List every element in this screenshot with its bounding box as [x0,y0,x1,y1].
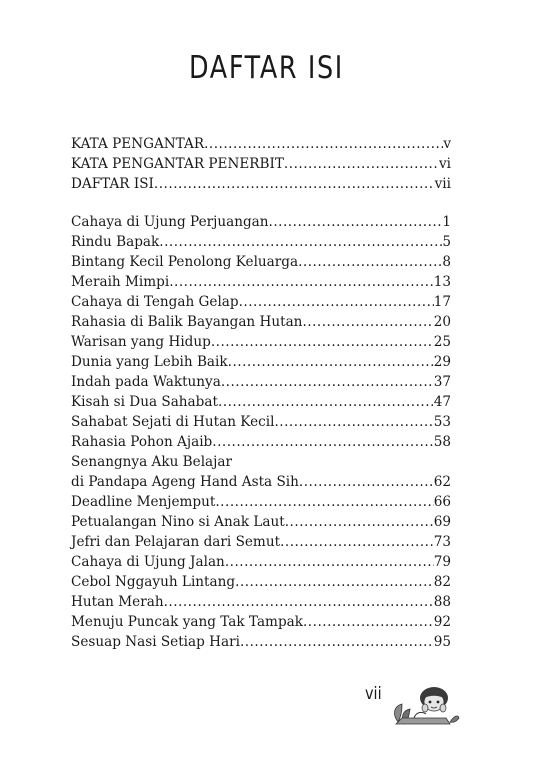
page-number: vii [365,684,382,704]
reading-child-icon [388,684,460,728]
dot-leader [164,592,434,612]
toc-entry-page: 1 [442,214,451,230]
toc-entry [71,352,451,372]
toc-entry-page: 8 [442,254,451,270]
toc-entry-page: v [443,136,451,152]
dot-leader [211,332,434,352]
toc-entry-title: KATA PENGANTAR PENERBIT [71,156,284,172]
toc-entry-title: Menuju Puncak yang Tak Tampak [71,614,303,630]
toc-entry-title: di Pandapa Ageng Hand Asta Sih [71,474,299,490]
toc-entry-page: vi [438,156,451,172]
toc-entry-page: 58 [433,434,451,450]
toc-entry-page: 47 [433,394,451,410]
dot-leader [239,292,434,312]
dot-leader [212,432,433,452]
toc-entry-title: DAFTAR ISI [71,176,154,192]
dot-leader [204,134,443,154]
toc-entry [71,134,451,154]
toc-entry-page: 25 [433,334,451,350]
dot-leader [284,154,439,174]
front-matter-list [71,134,451,194]
toc-entry-page: 62 [433,474,451,490]
page-title: DAFTAR ISI [189,50,344,86]
toc-entry [71,154,451,174]
toc-entry-page: 13 [433,274,451,290]
toc-entry-page: 29 [433,354,451,370]
dot-leader [218,392,434,412]
toc-entry-page: vii [434,176,451,192]
dot-leader [285,512,434,532]
toc-entry-title-line: Senangnya Aku Belajar [71,454,232,470]
toc-entry-title: Jefri dan Pelajaran dari Semut [71,534,281,550]
toc-entry [71,432,451,452]
toc-entry [71,552,451,572]
toc-entry-page: 88 [433,594,451,610]
dot-leader [240,632,434,652]
toc-entry-title: Hutan Merah [71,594,164,610]
toc-entry [71,332,451,352]
dot-leader [154,174,435,194]
toc-entry [71,292,451,312]
toc-entry-title: Warisan yang Hidup [71,334,211,350]
toc-entry-title: Bintang Kecil Penolong Keluarga [71,254,299,270]
dot-leader [159,232,442,252]
dot-leader [280,532,434,552]
toc-entry-title: Cahaya di Ujung Perjuangan [71,214,269,230]
toc-entry [71,372,451,392]
toc-entry-page: 17 [433,294,451,310]
toc-entry [71,472,451,492]
toc-entry-page: 69 [433,514,451,530]
toc-entry [71,272,451,292]
toc-entry-title: Rahasia Pohon Ajaib [71,434,213,450]
dot-leader [215,492,433,512]
contents-list [71,212,451,652]
toc-entry-title: KATA PENGANTAR [71,136,205,152]
toc-entry [71,392,451,412]
toc-entry-page: 95 [433,634,451,650]
dot-leader [299,472,434,492]
dot-leader [298,252,442,272]
toc-entry-title: Sahabat Sejati di Hutan Kecil [71,414,275,430]
dot-leader [221,372,434,392]
toc-entry [71,572,451,592]
dot-leader [269,212,443,232]
toc-entry-page: 73 [433,534,451,550]
toc-entry-title: Cahaya di Tengah Gelap [71,294,239,310]
dot-leader [225,552,434,572]
toc-entry [71,232,451,252]
toc-entry-title: Kisah si Dua Sahabat [71,394,218,410]
toc-entry-title: Petualangan Nino si Anak Laut [71,514,285,530]
toc-entry-title: Rindu Bapak [71,234,160,250]
dot-leader [274,412,433,432]
toc-entry [71,492,451,512]
toc-entry [71,592,451,612]
toc-entry-page: 5 [442,234,451,250]
toc-entry [71,612,451,632]
toc-entry [71,252,451,272]
toc-entry-title: Deadline Menjemput [71,494,216,510]
toc-entry-page: 53 [433,414,451,430]
dot-leader [302,312,433,332]
toc-entry-page: 79 [433,554,451,570]
toc-entry-title: Meraih Mimpi [71,274,170,290]
dot-leader [235,572,434,592]
toc-entry [71,312,451,332]
toc-entry [71,174,451,194]
dot-leader [169,272,433,292]
toc-entry [71,512,451,532]
toc-entry-page: 82 [433,574,451,590]
toc-entry-page: 20 [433,314,451,330]
toc-entry-title: Cahaya di Ujung Jalan [71,554,225,570]
toc-entry-page: 66 [433,494,451,510]
toc-entry [71,632,451,652]
toc-entry [71,212,451,232]
toc-entry-title: Indah pada Waktunya [71,374,221,390]
toc-entry-title: Rahasia di Balik Bayangan Hutan [71,314,303,330]
dot-leader [228,352,434,372]
toc-entry-page: 92 [433,614,451,630]
toc-entry [71,412,451,432]
dot-leader [303,612,434,632]
toc-entry [71,532,451,552]
toc-entry-title: Cebol Nggayuh Lintang [71,574,236,590]
toc-entry-page: 37 [433,374,451,390]
toc-entry-title: Sesuap Nasi Setiap Hari [71,634,240,650]
toc-entry-title: Dunia yang Lebih Baik [71,354,228,370]
